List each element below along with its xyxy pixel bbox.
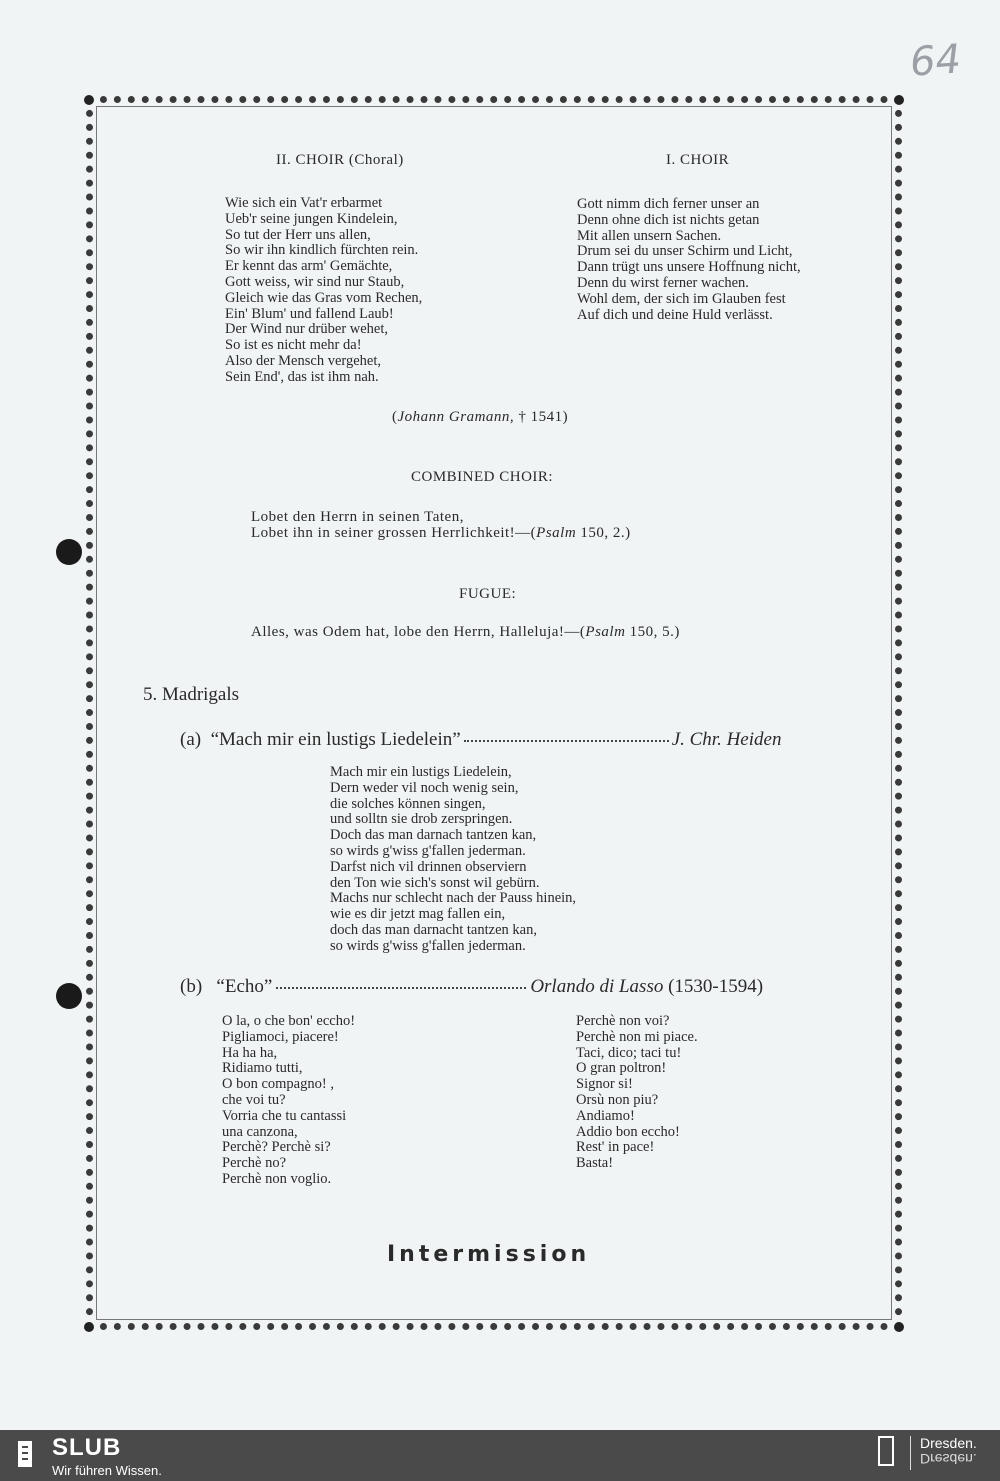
madrigal-b-verse-right <box>576 1014 698 1172</box>
footer-bar <box>0 1430 1000 1481</box>
verse-line: doch das man darnacht tantzen kan, <box>330 921 537 938</box>
madrigal-a-verse <box>330 765 576 955</box>
verse-line: Signor si! <box>576 1076 633 1093</box>
verse-line: Dern weder vil noch wenig sein, <box>330 779 519 796</box>
punch-hole-upper <box>56 539 82 565</box>
leader-dots <box>464 740 669 742</box>
madrigal-b-verse-left <box>222 1014 355 1188</box>
footer-divider <box>910 1436 911 1470</box>
verse-line: Gott weiss, wir sind nur Staub, <box>225 273 405 290</box>
verse-line: O gran poltron! <box>576 1060 667 1077</box>
psalm-ref: 150, 2.) <box>576 525 631 541</box>
psalm-word: Psalm <box>585 624 626 640</box>
verse-line: Drum sei du unser Schirm und Licht, <box>577 243 793 260</box>
verse-line: Perchè non mi piace. <box>576 1028 698 1045</box>
verse-line: Rest' in pace! <box>576 1139 655 1156</box>
verse-line: So tut der Herr uns allen, <box>225 226 371 243</box>
border-corner <box>84 1322 94 1332</box>
verse-line: Taci, dico; taci tu! <box>576 1044 682 1061</box>
verse-line: Wie sich ein Vat'r erbarmet <box>225 195 383 211</box>
verse-line: Andiamo! <box>576 1107 635 1124</box>
choir1-verse <box>577 197 801 323</box>
verse-line: Denn ohne dich ist nichts getan <box>577 211 760 228</box>
verse-line: Er kennt das arm' Gemächte, <box>225 258 393 275</box>
dresden-crest-icon <box>878 1436 894 1466</box>
verse-line: So ist es nicht mehr da! <box>225 337 362 354</box>
verse-line: Der Wind nur drüber wehet, <box>225 321 389 338</box>
verse-line: so wirds g'wiss g'fallen jederman. <box>330 937 526 954</box>
verse-line: Perchè non voglio. <box>222 1170 332 1187</box>
library-tagline: Wir führen Wissen. <box>52 1463 162 1478</box>
fugue-line <box>251 624 680 641</box>
verse-line: Mit allen unsern Sachen. <box>577 227 722 244</box>
verse-line: So wir ihn kindlich fürchten rein. <box>225 242 419 259</box>
page-number: 64 <box>908 36 963 86</box>
verse-line: Dann trügt uns unsere Hoffnung nicht, <box>577 259 801 276</box>
madrigal-b-title: “Echo” <box>216 976 273 997</box>
verse-line: Ha ha ha, <box>222 1044 278 1061</box>
border-corner <box>84 95 94 105</box>
combined-line-2 <box>251 525 631 542</box>
madrigal-b-label: (b) <box>180 976 203 997</box>
madrigal-b-line <box>180 976 763 998</box>
attribution-open: ( <box>392 409 398 425</box>
madrigal-b-composer: Orlando di Lasso <box>530 976 664 997</box>
verse-line: wie es dir jetzt mag fallen ein, <box>330 906 506 923</box>
library-name: SLUB <box>52 1434 122 1461</box>
verse-line: che voi tu? <box>222 1091 286 1108</box>
verse-line: O la, o che bon' eccho! <box>222 1013 356 1029</box>
border-corner <box>894 95 904 105</box>
fugue-text: Alles, was Odem hat, lobe den Herrn, Halleluja!—( <box>251 624 586 640</box>
border-corner <box>894 1322 904 1332</box>
verse-line: una canzona, <box>222 1123 298 1140</box>
hymn-attribution <box>392 409 568 426</box>
madrigal-a-title: “Mach mir ein lustigs Liedelein” <box>210 729 461 750</box>
combined-choir-heading: COMBINED CHOIR: <box>411 469 554 485</box>
verse-line: Machs nur schlecht nach der Pauss hinein, <box>330 890 577 907</box>
verse-line: Gott nimm dich ferner unser an <box>577 196 760 212</box>
choir1-heading: I. CHOIR <box>666 152 730 168</box>
city-name: Dresden. <box>920 1435 977 1451</box>
punch-hole-lower <box>56 983 82 1009</box>
choir2-heading: II. CHOIR (Choral) <box>276 152 404 168</box>
verse-line: Darfst nich vil drinnen observiern <box>330 858 527 875</box>
verse-line: Perchè no? <box>222 1155 287 1172</box>
verse-line: Denn du wirst ferner wachen. <box>577 274 749 291</box>
madrigal-a-line <box>180 729 848 751</box>
verse-line: Ein' Blum' und fallend Laub! <box>225 305 394 322</box>
verse-line: die solches können singen, <box>330 795 486 812</box>
verse-line: den Ton wie sich's sonst wil gebürn. <box>330 874 540 891</box>
verse-line: Pigliamoci, piacere! <box>222 1028 339 1045</box>
verse-line: und solltn sie drob zerspringen. <box>330 811 513 828</box>
combined-text: Lobet ihn in seiner grossen Herrlichkeit!—( <box>251 525 537 541</box>
verse-line: Perchè? Perchè si? <box>222 1139 331 1156</box>
attribution-rest: † 1541) <box>514 409 569 425</box>
verse-line: Ridiamo tutti, <box>222 1060 303 1077</box>
verse-line: Vorria che tu cantassi <box>222 1107 347 1124</box>
city-logo-text <box>920 1436 977 1466</box>
slub-logo-icon <box>14 1439 36 1469</box>
verse-line: Doch das man darnach tantzen kan, <box>330 827 537 844</box>
madrigal-a-composer: J. Chr. Heiden <box>671 729 782 750</box>
psalm-word: Psalm <box>536 525 577 541</box>
city-name-mirrored: Dresden. <box>920 1451 977 1467</box>
verse-line: Gleich wie das Gras vom Rechen, <box>225 289 423 306</box>
verse-line: Mach mir ein lustigs Liedelein, <box>330 764 512 780</box>
choir2-verse <box>225 196 422 386</box>
verse-line: Ueb'r seine jungen Kindelein, <box>225 210 398 227</box>
madrigal-a-label: (a) <box>180 729 202 750</box>
verse-line: Addio bon eccho! <box>576 1123 680 1140</box>
intermission-heading: Intermission <box>387 1242 591 1267</box>
psalm-ref: 150, 5.) <box>625 624 680 640</box>
verse-line: Wohl dem, der sich im Glauben fest <box>577 290 786 307</box>
leader-dots <box>276 987 526 989</box>
verse-line: Also der Mensch vergehet, <box>225 352 381 369</box>
verse-line: O bon compagno! , <box>222 1076 334 1093</box>
verse-line: Sein End', das ist ihm nah. <box>225 368 379 385</box>
verse-line: Perchè non voi? <box>576 1013 670 1029</box>
attribution-name: Johann Gramann, <box>397 409 515 425</box>
combined-line-1: Lobet den Herrn in seinen Taten, <box>251 509 464 525</box>
verse-line: Orsù non piu? <box>576 1091 659 1108</box>
verse-line: so wirds g'wiss g'fallen jederman. <box>330 842 526 859</box>
fugue-heading: FUGUE: <box>459 586 517 602</box>
verse-line: Basta! <box>576 1155 614 1172</box>
verse-line: Auf dich und deine Huld verlässt. <box>577 306 773 323</box>
madrigal-b-dates: (1530-1594) <box>668 976 764 997</box>
madrigals-title: 5. Madrigals <box>143 684 240 705</box>
